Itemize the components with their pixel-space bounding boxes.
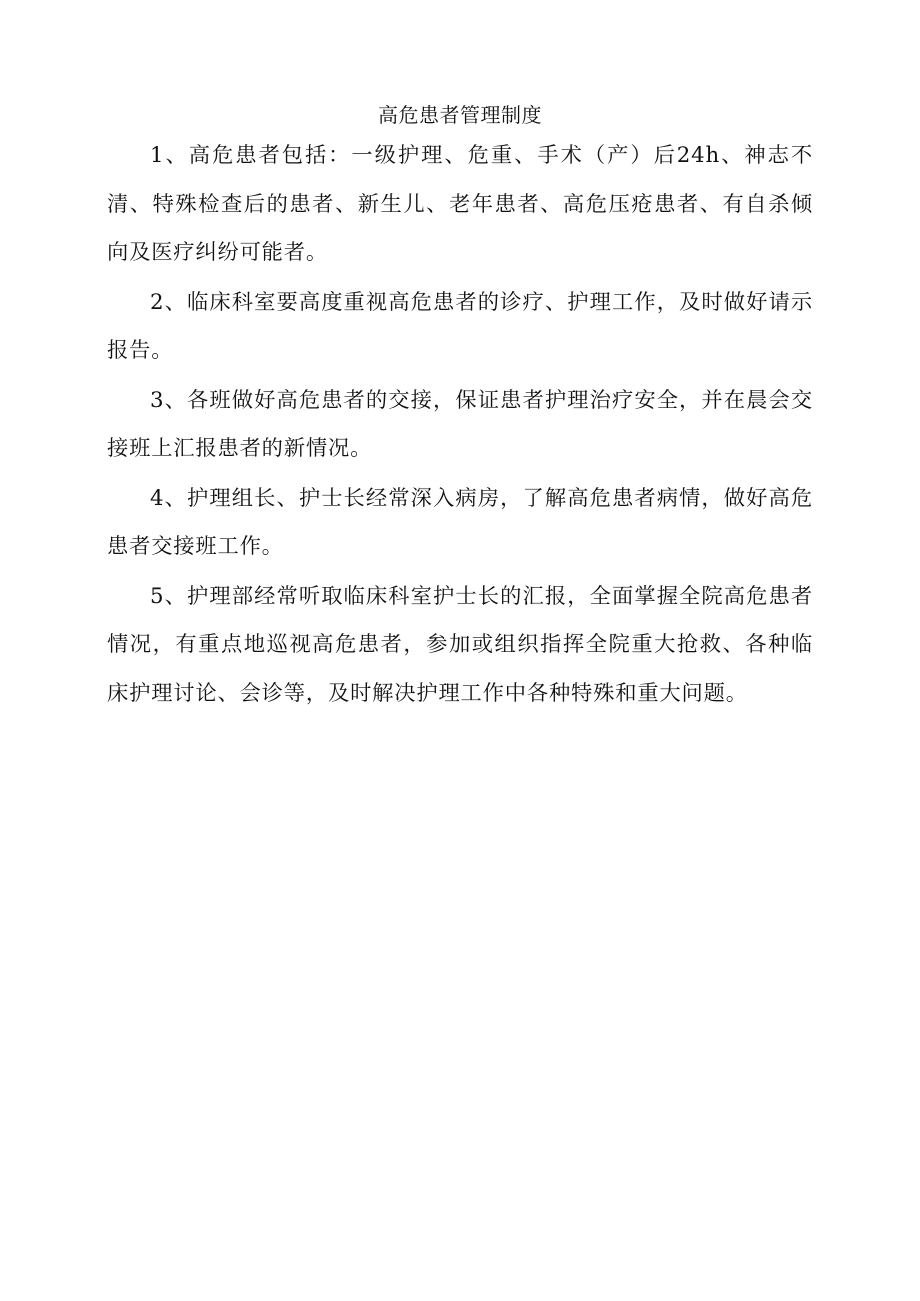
paragraph-1: 1、高危患者包括：一级护理、危重、手术（产）后24h、神志不清、特殊检查后的患者、新生儿、老年患者、高危压疮患者、有自杀倾向及医疗纠纷可能者。 (107, 143, 813, 265)
paragraph-2: 2、临床科室要高度重视高危患者的诊疗、护理工作，及时做好请示报告。 (107, 289, 813, 363)
paragraph-4: 4、护理组长、护士长经常深入病房，了解高危患者病情，做好高危患者交接班工作。 (107, 485, 813, 559)
paragraph-3: 3、各班做好高危患者的交接，保证患者护理治疗安全，并在晨会交接班上汇报患者的新情况。 (107, 387, 813, 461)
document-body (107, 100, 813, 719)
document-title: 高危患者管理制度 (378, 103, 542, 127)
paragraph-5: 5、护理部经常听取临床科室护士长的汇报，全面掌握全院高危患者情况，有重点地巡视高危患者，参加或组织指挥全院重大抢救、各种临床护理讨论、会诊等，及时解决护理工作中各种特殊和重大问题。 (107, 583, 813, 706)
